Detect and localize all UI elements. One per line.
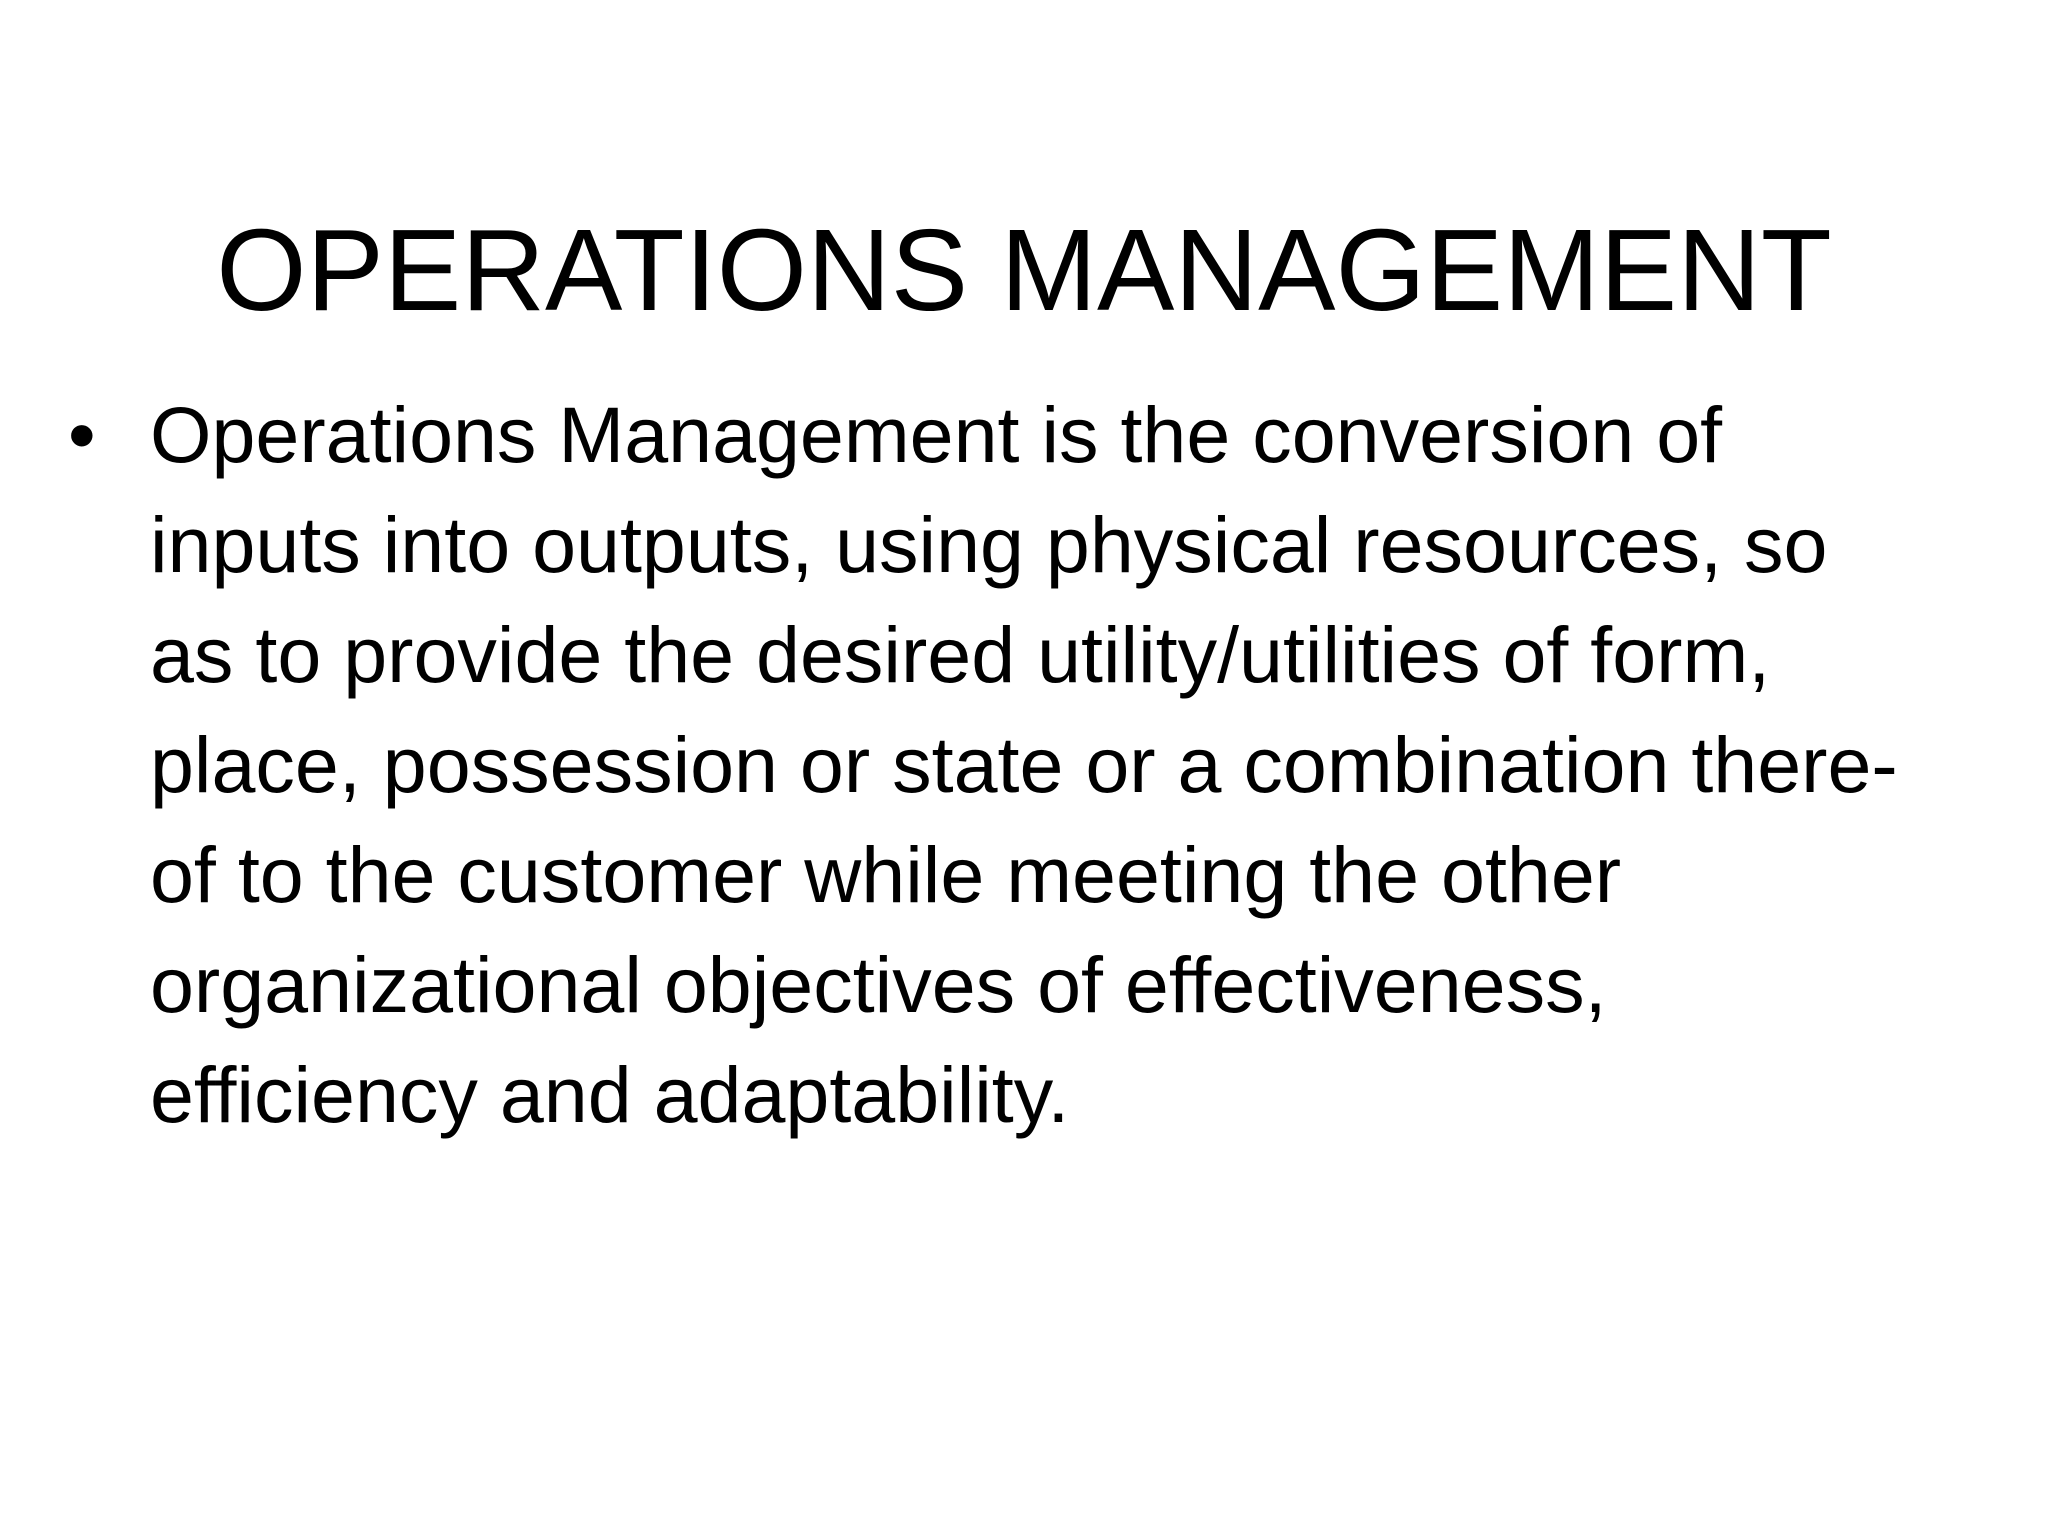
bullet-item <box>68 380 2008 1150</box>
bullet-text-line: as to provide the desired utility/utilities of form, <box>150 610 1771 699</box>
bullet-text-line: of to the customer while meeting the other <box>150 830 1622 919</box>
bullet-text-line: efficiency and adaptability. <box>150 1050 1070 1139</box>
bullet-text-line: organizational objectives of effectiveness, <box>150 940 1607 1029</box>
bullet-list <box>68 380 2008 1150</box>
bullet-text-line: inputs into outputs, using physical resources, so <box>150 500 1828 589</box>
bullet-text-line: place, possession or state or a combination there- <box>150 720 1898 809</box>
bullet-text-line: Operations Management is the conversion of <box>150 390 1723 479</box>
slide-title: OPERATIONS MANAGEMENT <box>216 204 1832 335</box>
bullet-text <box>150 380 2008 1150</box>
bullet-icon: • <box>68 390 96 479</box>
